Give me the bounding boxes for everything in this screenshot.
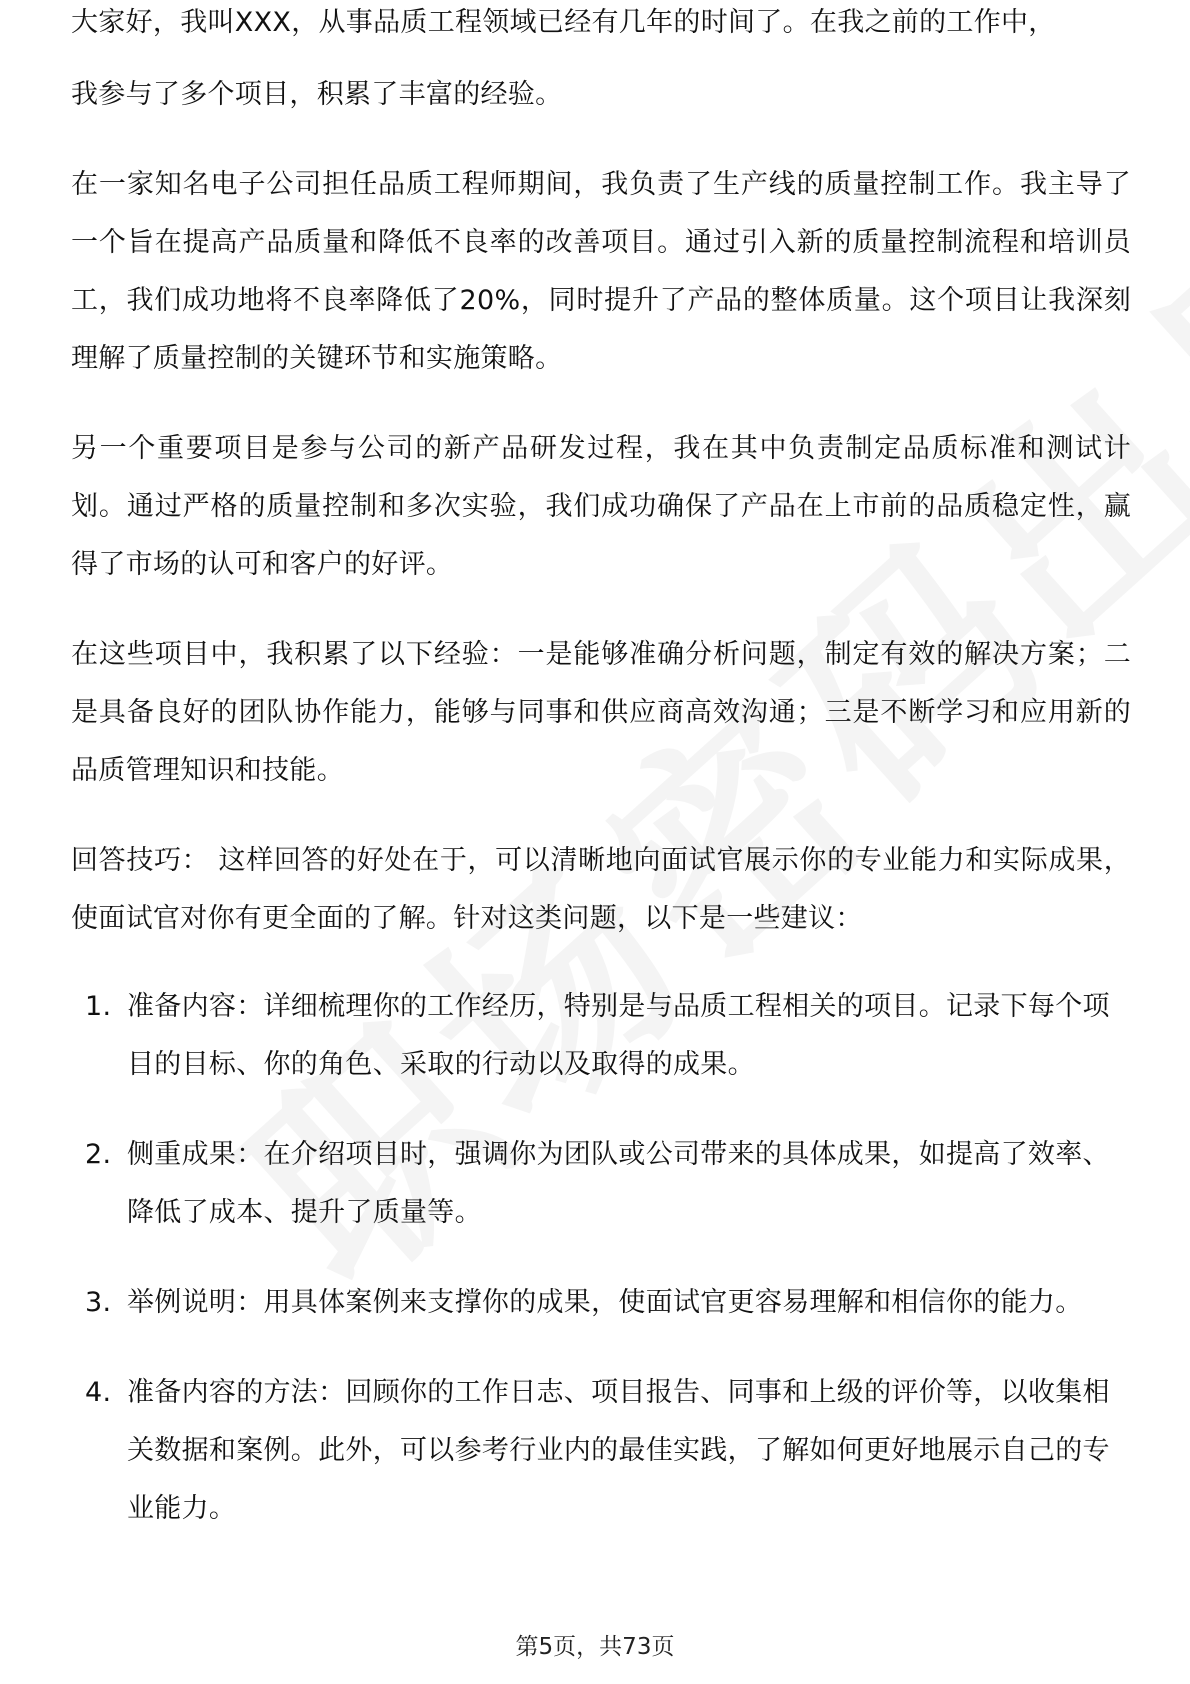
- list-text: 准备内容：详细梳理你的工作经历，特别是与品质工程相关的项目。记录下每个项目的目标、你的角色、采取的行动以及取得的成果。: [127, 991, 1110, 1080]
- list-text: 侧重成果：在介绍项目时，强调你为团队或公司带来的具体成果，如提高了效率、降低了成本、提升了质量等。: [127, 1139, 1110, 1228]
- list-text: 举例说明：用具体案例来支撑你的成果，使面试官更容易理解和相信你的能力。: [127, 1287, 1083, 1318]
- list-number: 4.: [85, 1377, 112, 1408]
- cut-top-line: 大家好，我叫XXX，从事品质工程领域已经有几年的时间了。在我之前的工作中，: [71, 7, 1056, 38]
- list-number: 1.: [85, 991, 112, 1022]
- page-footer: 第5页，共73页: [515, 1634, 675, 1660]
- list-item: [71, 1126, 1131, 1242]
- list-number: 2.: [85, 1139, 112, 1170]
- tips-intro: 回答技巧： 这样回答的好处在于，可以清晰地向面试官展示你的专业能力和实际成果，使面试官对你有更全面的了解。针对这类问题，以下是一些建议：: [71, 845, 1131, 934]
- paragraph-4: 在这些项目中，我积累了以下经验：一是能够准确分析问题，制定有效的解决方案；二是具备良好的团队协作能力，能够与同事和供应商高效沟通；三是不断学习和应用新的品质管理知识和技能。: [71, 639, 1131, 786]
- paragraph-1: 我参与了多个项目，积累了丰富的经验。: [71, 79, 563, 110]
- list-item: [71, 1274, 1131, 1332]
- suggestion-list: [71, 978, 1131, 1538]
- list-number: 3.: [85, 1287, 112, 1318]
- page-content: [71, 7, 1131, 1570]
- paragraph-3: 另一个重要项目是参与公司的新产品研发过程，我在其中负责制定品质标准和测试计划。通过严格的质量控制和多次实验，我们成功确保了产品在上市前的品质稳定性，赢得了市场的认可和客户的好评。: [71, 433, 1131, 580]
- list-text: 准备内容的方法：回顾你的工作日志、项目报告、同事和上级的评价等，以收集相关数据和案例。此外，可以参考行业内的最佳实践，了解如何更好地展示自己的专业能力。: [127, 1377, 1110, 1524]
- list-item: [71, 978, 1131, 1094]
- list-item: [71, 1364, 1131, 1538]
- paragraph-2: 在一家知名电子公司担任品质工程师期间，我负责了生产线的质量控制工作。我主导了一个旨在提高产品质量和降低不良率的改善项目。通过引入新的质量控制流程和培训员工，我们成功地将不良率降低了20%，同时提升了产品的整体质量。这个项目让我深刻理解了质量控制的关键环节和实施策略。: [71, 169, 1131, 374]
